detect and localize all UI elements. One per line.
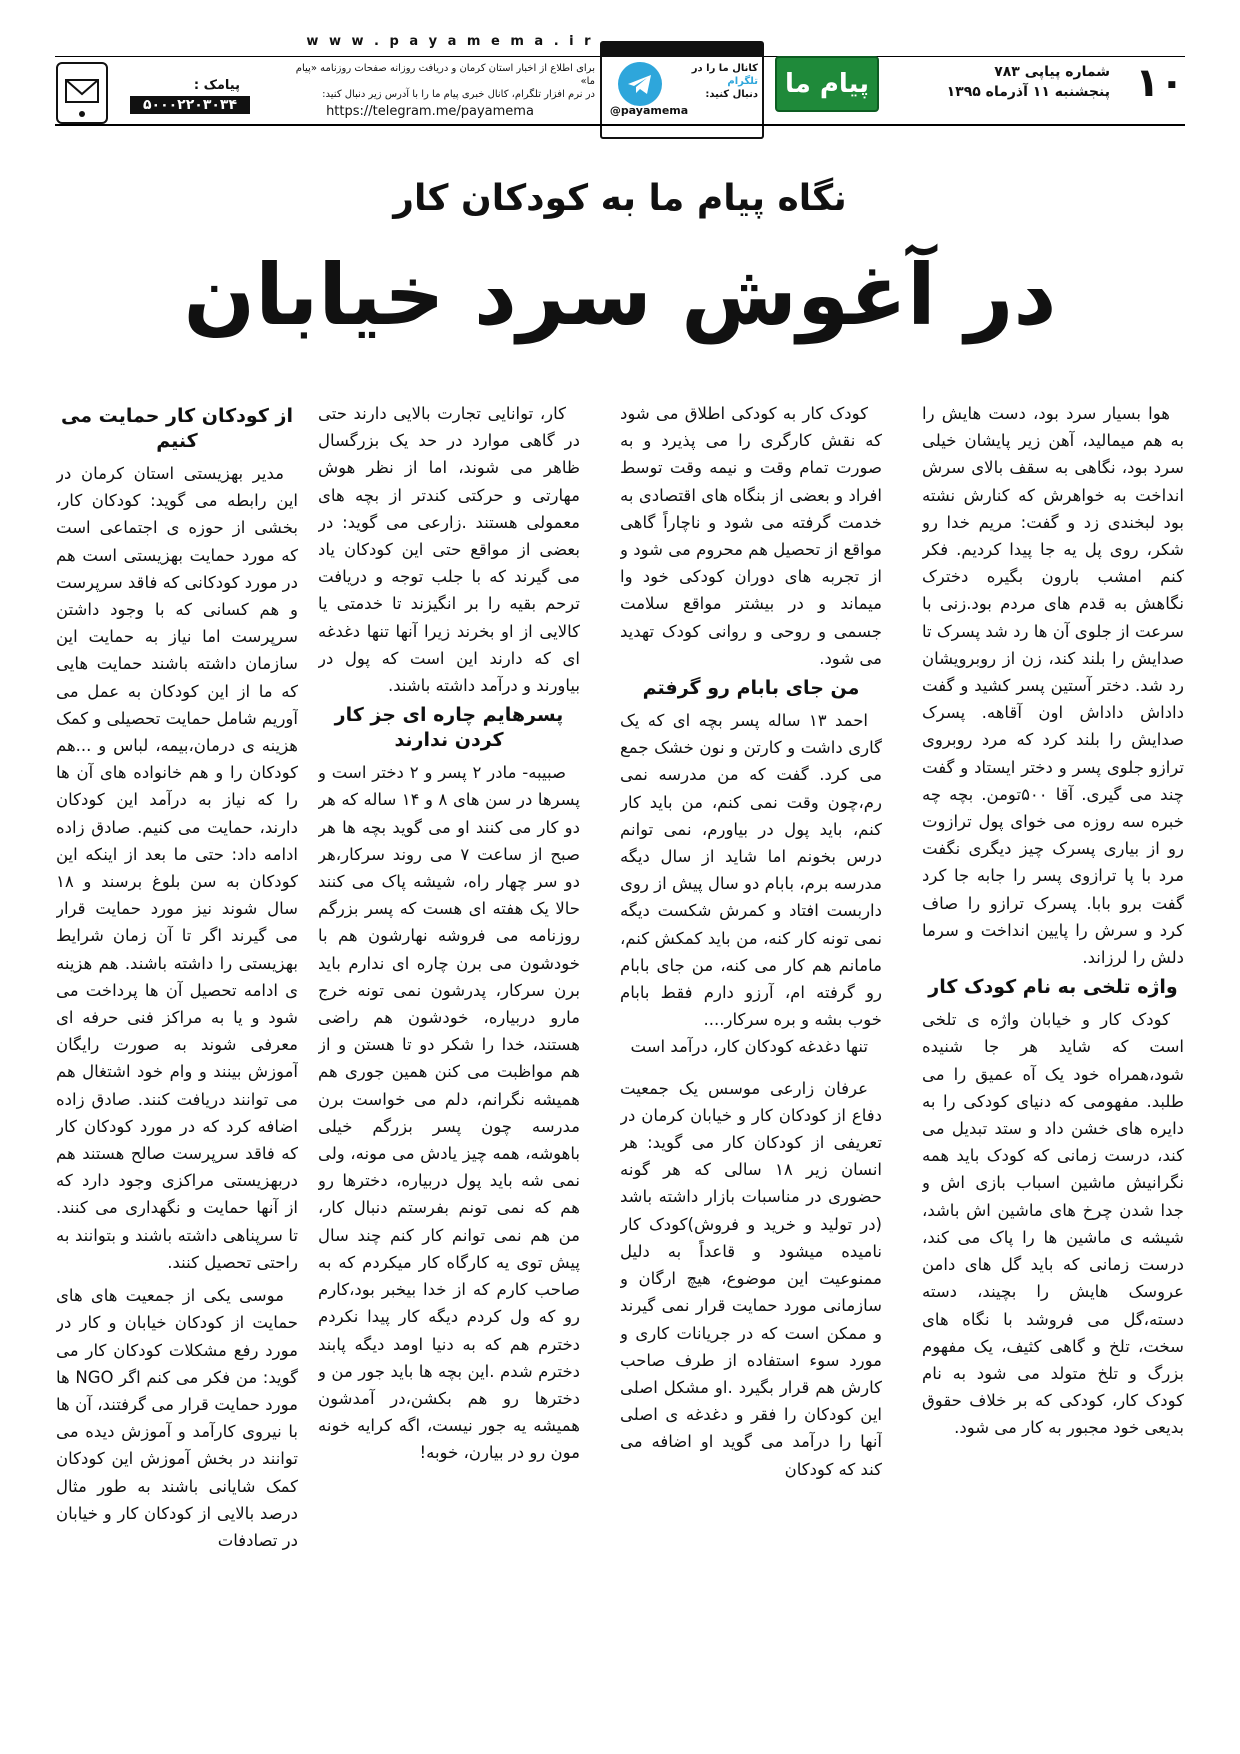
column-4 — [56, 400, 298, 1730]
column-1 — [922, 400, 1184, 1730]
issue-date: پنجشنبه ۱۱ آذرماه ۱۳۹۵ — [946, 84, 1110, 100]
paragraph: عرفان زارعی موسس یک جمعیت دفاع از کودکان کار و خیابان کرمان در تعریفی از کودکان کار می گوید: هر انسان زیر ۱۸ سالی که هر گونه حضوری در مناسبات بازار داشته باشد (در تولید و خرید و فروش)کودک کار نامیده میشود و قاعداً به دلیل ممنوعیت این موضوع، هیچ ارگان و سازمانی مورد حمایت قرار نمی گیرند و ممکن است که در جریانات کاری و مورد سوء استفاده از طرف صاحب کارش هم قرار بگیرد .او مشکل اصلی این کودکان را فقر و دغدغه ی اصلی آنها را درآمد می گوید او اضافه می کند که کودکان — [620, 1078, 882, 1479]
paragraph: کار، توانایی تجارت بالایی دارند حتی در گاهی موارد در حد یک بزرگسال ظاهر می شوند، اما از نظر هوش مهارتی و حرکتی کندتر از بچه های معمولی هستند .زارعی می گوید: در بعضی از مواقع حتی این کودکان یاد می گیرند که با جلب توجه و دریافت ترحم بقیه را بر انگیزند تا خدمتی یا کالایی از او بخرند زیرا آنها تنها دغدغه ای که دارند این است که پول در بیاورند و درآمد داشته باشند. — [318, 404, 580, 696]
site-url[interactable]: w w w . p a y a m e m a . i r — [306, 34, 594, 49]
envelope-icon — [58, 64, 106, 122]
sms-phone-icon — [56, 62, 108, 124]
telegram-channel-line-3: دنبال کنید: — [705, 89, 758, 100]
paragraph: کودک کار به کودکی اطلاق می شود که نقش کارگری را می پذیرد و به صورت تمام وقت و نیمه وقت توسط افراد و بعضی از بنگاه های اقتصادی به خدمت گرفته می شود و ناچاراً گاهی مواقع از تحصیل هم محروم می شود و از تجربه های دوران کودکی خود وا میماند و در بیشتر مواقع سلامت جسمی و روحی و روانی کودک تهدید می شود. — [620, 404, 882, 668]
paragraph: تنها دغدغه کودکان کار، درآمد است — [630, 1037, 868, 1057]
issue-info — [947, 62, 1110, 102]
subheading: پسرهایم چاره ای جز کار کردن ندارند — [334, 704, 564, 752]
article-headline: در آغوش سرد خیابان — [183, 246, 1057, 344]
paragraph: احمد ۱۳ ساله پسر بچه ای که یک گاری داشت و کارتن و نون خشک جمع می کرد. گفت که من مدرسه نمی رم،چون وقت نمی کنم، من باید کار کنم، باید پول در بیاورم، نمی توانم درس بخونم اما شاید از سال دیگه مدرسه برم، بابام دو سال پیش از روی داربست افتاد و کمرش شکست دیگه نمی تونه کار کنه، من باید کمکش کنم، مامانم هم کار می کنه، من جای بابام رو گرفته ام، آرزو دارم فقط بابام خوب بشه و بره سرکار.... — [620, 711, 882, 1030]
telegram-description — [280, 62, 595, 101]
newspaper-logo: پیام ما — [775, 56, 879, 112]
paragraph: هوا بسیار سرد بود، دست هایش را به هم میمالید، آهن زیر پایشان خیلی سرد بود، نگاهی به سقف بالای سرش انداخت به خواهرش که کنارش نشته بود لبخندی زد و گفت: مریم خدا رو شکر، روی پل یه جا پیدا کردیم. فکر کنم امشب بارون بگیره دخترک نگاهش به قدم های مردم بود.زنی با سرعت از جلوی آن ها رد شد پسرک تا صدایش را بلند کند، زن از روبرویشان رد شد. دختر آستین پسر کشید و گفت داداش داداش اون آقاهه. پسرک صدایش را بلند کرد که مرد روبروی ترازو جلوی پسر و دختر ایستاد و گفت چند می گیری. آقا ۵۰۰تومن. بچه چه خبره سه روزه می خوای پول ترازوت رو از بیاری پسرک چیز دیگری نگفت مرد با پا ترازوی پسر را جابه جا کرد گفت برو بابا. پسرک ترازو را صاف کرد و سرش را پایین انداخت و سرما دلش را لرزاند. — [922, 404, 1184, 968]
telegram-description-line-2: در نرم افزار تلگرام، کانال خبری پیام ما را با آدرس زیر دنبال کنید: — [322, 89, 595, 100]
page-number: ۱۰ — [1135, 60, 1184, 106]
header-rule-bottom — [55, 124, 1185, 126]
telegram-description-line-1: برای اطلاع از اخبار استان کرمان و دریافت روزانه صفحات روزنامه «پیام ما» — [295, 63, 595, 87]
telegram-icon — [618, 62, 662, 106]
paragraph: موسی یکی از جمعیت های های حمایت از کودکان خیابان و کار در مورد رفع مشکلات کودکان کار می گوید: من فکر می کنم اگر NGO ها مورد حمایت قرار می گرفتند، آن ها با نیروی کارآمد و آموزش دیده می توانند در بخش آموزش این کودکان کمک شایانی باشند به طور مثال درصد بالایی از کودکان کار و خیابان در تصادفات — [56, 1286, 298, 1550]
column-2 — [620, 400, 882, 1730]
paragraph: صبیبه- مادر ۲ پسر و ۲ دختر است و پسرها در سن های ۸ و ۱۴ ساله که هر دو کار می کنند او می گوید بچه ها هر صبح از ساعت ۷ می روند سرکار،هر دو سر چهار راه، شیشه پاک می کنند حالا یک هفته ای هست که پسر بزرگم روزنامه می فروشه نهارشون هم با خودشون می برن چاره ای ندارم باید برن سرکار، پدرشون نمی تونه خرج مارو دربیاره، خودشون هم راضی هستند، خدا را شکر دو تا هستن و از هم مواظبت می کنن همین جوری هم همیشه نگرانم، دلم می خواست برن مدرسه چون پسر بزرگم خیلی باهوشه، همه چیز یادش می مونه، ولی نمی شه باید پول دربیاره، دخترها رو هم که نمی تونم بفرستم دنبال کار، من هم نمی توانم کار کنم چند سال پیش توی یه کارگاه کار میکردم که به صاحب کارم که از خدا بیخبر بود،کارم رو که ول کردم دیگه کار پیدا نکردم دخترم هم که به دنیا اومد دیگه پابند دخترم شدم .این بچه ها باید جور من و دخترها رو هم بکشن،در آمدشون همیشه یه جور نیست، اگه کرایه خونه مون رو در بیارن، خوبه! — [318, 763, 580, 1463]
subheading: از کودکان کار حمایت می کنیم — [61, 405, 293, 452]
telegram-channel-line-2: تلگرام — [727, 76, 758, 87]
subheading: من جای بابام رو گرفتم — [642, 677, 860, 700]
telegram-plane-icon — [618, 62, 662, 106]
article-kicker: نگاه پیام ما به کودکان کار — [393, 178, 847, 219]
paragraph: کودک کار و خیابان واژه ی تلخی است که شاید هر جا شنیده شود،همراه خود یک آه عمیق را می طلبد. مفهومی که دنیای کودکی را به دایره های خشن داد و ستد تبدیل می کند، درست زمانی که کودک باید همه نگرانیش ماشین اسباب بازی اش و جدا شدن چرخ های ماشین اش باشد، شیشه ی ماشین ها را پاک می کند، درست زمانی که باید گل های دامن عروسک هایش را بچیند، دسته دسته،گل می فروشد با نگاه های سخت، تلخ و گاهی کثیف، یک مفهوم بزرگ و تلخ متولد می شود به نام کودک کار، کودکی که بر خلاف حقوق بدیعی خود مجبور به کار می شود. — [922, 1010, 1184, 1438]
telegram-url[interactable]: https://telegram.me/payamema — [326, 104, 534, 119]
column-3 — [318, 400, 580, 1730]
issue-number: شماره پیاپی ۷۸۳ — [994, 64, 1110, 80]
telegram-channel-line-1: کانال ما را در — [691, 63, 758, 74]
paragraph: مدیر بهزیستی استان کرمان در این رابطه می گوید: کودکان کار، بخشی از حوزه ی اجتماعی است که مورد حمایت بهزیستی است هم در مورد کودکانی که فاقد سرپرست و هم کسانی که با وجود داشتن سرپرست اما نیاز به حمایت این سازمان داشته باشند حمایت هایی که ما از این کودکان به عمل می آوریم شامل حمایت تحصیلی و کمک هزینه ی درمان،بیمه، لباس و ...هم کودکان را و هم خانواده های آن ها را که نیاز به درآمد این کودکان دارند، حمایت می کنیم. صادق زاده ادامه داد: حتی ما بعد از اینکه این کودکان به سن بلوغ برسند و ۱۸ سال شوند نیز مورد حمایت قرار می گیرند اگر تا آن زمان شرایط بهزیستی را داشته باشند. هم هزینه ی ادامه تحصیل آن ها پرداخت می شود و یا به مراکز فنی حرفه ای معرفی شوند به صورت رایگان آموزش بینند و وام خود اشتغال هم می توانند دریافت کنند. صادق زاده اضافه کرد که در مورد کودکان کار که فاقد سرپرست صالح هستند هم دربهزیستی مراکزی وجود دارد که از آنها حمایت و نگهداری می کنند. تا سرپناهی داشته باشند و بتوانند به راحتی تحصیل کنند. — [56, 464, 298, 1272]
telegram-handle[interactable]: @payamema — [609, 104, 689, 117]
telegram-channel-text — [660, 62, 758, 101]
sms-number[interactable]: ۵۰۰۰۲۲۰۳۰۳۴ — [130, 96, 250, 114]
sms-label: پیامک : — [193, 78, 240, 93]
subheading: واژه تلخی به نام کودک کار — [928, 976, 1178, 999]
